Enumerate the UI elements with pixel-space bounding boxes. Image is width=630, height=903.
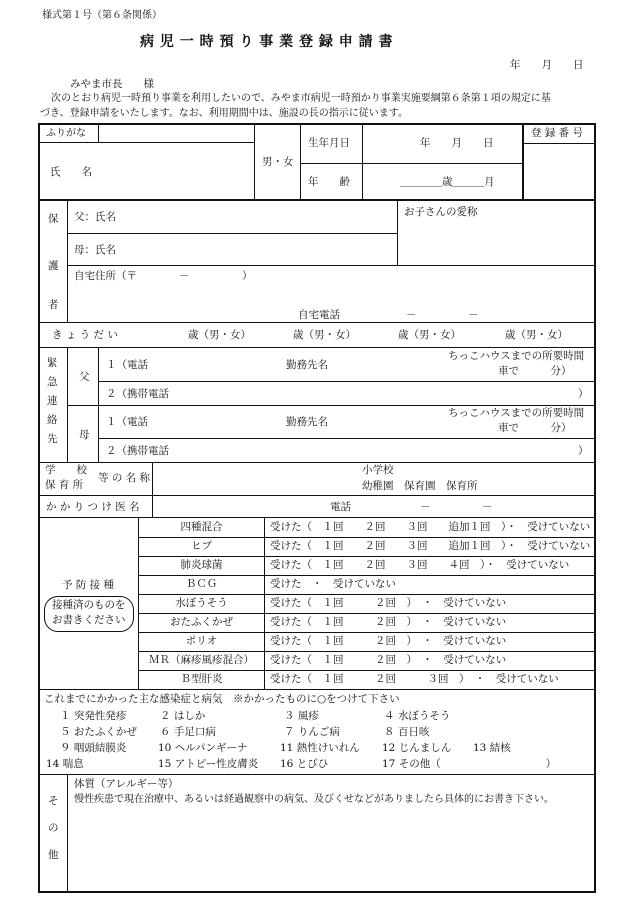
disease-item[interactable]: 11 熱性けいれん [280, 742, 360, 754]
dob-label: 生年月日 [308, 137, 350, 149]
vaccine-name: Ｂ型肝炎 [180, 673, 223, 685]
siblings-label: き ょ う だ い [52, 329, 118, 341]
father-name-label: 父：氏名 [74, 211, 116, 223]
vaccine-name: 肺炎球菌 [180, 559, 223, 571]
sibling-age-4[interactable]: 歳（男・女） [505, 329, 568, 341]
vaccination-note-1: 接種済のものを [52, 599, 126, 611]
mother-commute-value[interactable]: 車で 分） [498, 422, 572, 434]
frame-left [38, 123, 40, 893]
mother-mobile-close: ） [578, 445, 589, 457]
mother-tel-label: １（電話 [106, 416, 148, 428]
emergency-label-5: 先 [47, 433, 58, 445]
vaccine-name: 水ぼうそう [175, 597, 228, 609]
furigana-label: ふりがな [46, 128, 86, 139]
disease-title: これまでにかかった主な感染症と病気 ※かかったものに○をつけて下さい [44, 693, 400, 705]
vaccine-name: ヒブ [191, 540, 212, 552]
disease-item[interactable]: 15 アトピー性皮膚炎 [158, 758, 259, 770]
father-commute-value[interactable]: 車で 分） [498, 365, 572, 377]
address-label: 自宅住所（〒 － ） [74, 270, 253, 282]
intro-line-2: づき、登録申請をいたします。なお、利用期間中は、施設の長の指示に従います。 [40, 108, 408, 119]
addressee: みやま市長 様 [70, 78, 154, 90]
disease-item[interactable]: 17 その他（ ） [382, 758, 557, 770]
vaccine-status[interactable]: 受けた（ １回 ２回 ） ・ 受けていない [270, 616, 507, 628]
father-contact-label: 父 [79, 371, 90, 383]
emergency-label-1: 緊 [47, 357, 58, 369]
vaccine-status[interactable]: 受けた（ １回 ２回 ） ・ 受けていない [270, 597, 507, 609]
disease-item[interactable]: ５ おたふくかぜ [60, 726, 137, 738]
school-type-preschool: 幼稚園 保育園 保育所 [362, 480, 478, 492]
dob-value[interactable]: 年 月 日 [420, 137, 494, 149]
vaccine-status[interactable]: 受けた（ １回 ２回 ３回 ） ・ 受けていない [270, 673, 559, 685]
father-mobile-close: ） [578, 388, 589, 400]
emergency-label-2: 急 [47, 376, 58, 388]
chronic-note: 慢性疾患で現在治療中、あるいは経過観察中の病気、及びくせなどがありましたら具体的にお書き下さい。 [74, 794, 554, 805]
emergency-label-3: 連 [47, 395, 58, 407]
mother-contact-label: 母 [79, 429, 90, 441]
vaccine-status[interactable]: 受けた（ １回 ２回 ３回 追加１回 ）・ 受けていない [270, 521, 591, 533]
father-commute-label: ちっこハウスまでの所要時間 [448, 350, 585, 362]
home-tel-label: 自宅電話 [298, 309, 340, 321]
school-label-2: 保 育 所 [45, 479, 84, 491]
sibling-age-3[interactable]: 歳（男・女） [398, 329, 461, 341]
age-label: 年 齢 [308, 176, 350, 188]
disease-item[interactable]: ８ 百日咳 [384, 726, 430, 738]
disease-item[interactable]: 13 結核 [473, 742, 511, 754]
disease-item[interactable]: 14 喘息 [46, 758, 84, 770]
disease-item[interactable]: ６ 手足口病 [160, 726, 216, 738]
age-value[interactable]: ＿＿＿＿歳＿＿＿月 [400, 176, 495, 188]
vaccine-status[interactable]: 受けた（ １回 ２回 ３回 ４回 ）・ 受けていない [270, 559, 570, 571]
guardian-label-3: 者 [48, 299, 59, 311]
vaccine-name: おたふくかぜ [170, 616, 233, 628]
registration-number-label: 登 録 番 号 [531, 127, 584, 139]
doctor-tel-label: 電話 [330, 501, 351, 513]
disease-item[interactable]: 10 ヘルパンギーナ [158, 742, 248, 754]
vaccine-status[interactable]: 受けた（ １回 ２回 ） ・ 受けていない [270, 654, 507, 666]
frame-top [38, 123, 596, 125]
vaccine-status[interactable]: 受けた（ １回 ２回 ） ・ 受けていない [270, 635, 507, 647]
form-title: 病 児 一 時 預 り 事 業 登 録 申 請 書 [140, 34, 393, 50]
sibling-age-1[interactable]: 歳（男・女） [188, 329, 251, 341]
vaccine-name: ＢＣＧ [185, 578, 218, 590]
frame-bottom [38, 891, 596, 893]
father-workplace-label: 勤務先名 [286, 359, 328, 371]
home-tel-dash: － [406, 309, 417, 321]
emergency-label-4: 絡 [47, 414, 58, 426]
school-type-elementary: 小学校 [362, 464, 394, 476]
father-tel-label: １（電話 [106, 359, 148, 371]
guardian-label-2: 護 [48, 260, 59, 272]
disease-item[interactable]: 16 とびひ [280, 758, 329, 770]
vaccine-status[interactable]: 受けた ・ 受けていない [270, 578, 396, 590]
father-mobile-label: ２（携帯電話 [106, 388, 169, 400]
disease-item[interactable]: ７ りんご病 [284, 726, 340, 738]
doctor-label: か か り つ け 医 名 [46, 501, 140, 513]
mother-mobile-label: ２（携帯電話 [106, 445, 169, 457]
mother-commute-label: ちっこハウスまでの所要時間 [448, 407, 585, 419]
disease-item[interactable]: ３ 風疹 [284, 710, 319, 722]
sex-option[interactable]: 男・女 [262, 156, 294, 168]
mother-name-label: 母：氏名 [74, 244, 116, 256]
disease-item[interactable]: 12 じんましん [382, 742, 452, 754]
disease-item[interactable]: １ 突発性発疹 [60, 710, 127, 722]
nickname-label: お子さんの愛称 [404, 206, 478, 218]
guardian-label-1: 保 [48, 213, 59, 225]
doctor-tel-dash-2: － [482, 501, 493, 513]
doctor-tel-dash: － [420, 501, 431, 513]
form-number: 様式第１号（第６条関係） [42, 10, 162, 21]
vaccine-status[interactable]: 受けた（ １回 ２回 ３回 追加１回 ）・ 受けていない [270, 540, 591, 552]
intro-line-1: 次のとおり病児一時預り事業を利用したいので、みやま市病児一時預かり事業実施要綱第６条第１項の規定に基 [51, 93, 551, 104]
home-tel-dash-2: － [468, 309, 479, 321]
vaccine-name: ＭＲ（麻疹風疹混合） [149, 654, 254, 666]
disease-item[interactable]: ２ はしか [160, 710, 206, 722]
disease-item[interactable]: ９ 咽頭結膜炎 [60, 742, 127, 754]
name-label: 氏 名 [50, 166, 92, 178]
sibling-age-2[interactable]: 歳（男・女） [293, 329, 356, 341]
vaccine-name: 四種混合 [180, 521, 223, 533]
other-label-2: の [48, 822, 59, 834]
vaccination-title: 予 防 接 種 [62, 579, 115, 591]
other-label-1: そ [48, 795, 59, 807]
frame-right [594, 123, 596, 893]
date-line: 年 月 日 [510, 59, 584, 71]
school-label-1: 学 校 [45, 464, 87, 476]
school-label-3: 等 の 名 称 [98, 472, 151, 484]
allergy-label: 体質（アレルギー等） [74, 778, 179, 790]
disease-item[interactable]: ４ 水ぼうそう [384, 710, 451, 722]
vaccination-note-2: お書きください [52, 614, 126, 626]
other-label-3: 他 [48, 849, 59, 861]
mother-workplace-label: 勤務先名 [286, 416, 328, 428]
vaccine-name: ポリオ [185, 635, 218, 647]
